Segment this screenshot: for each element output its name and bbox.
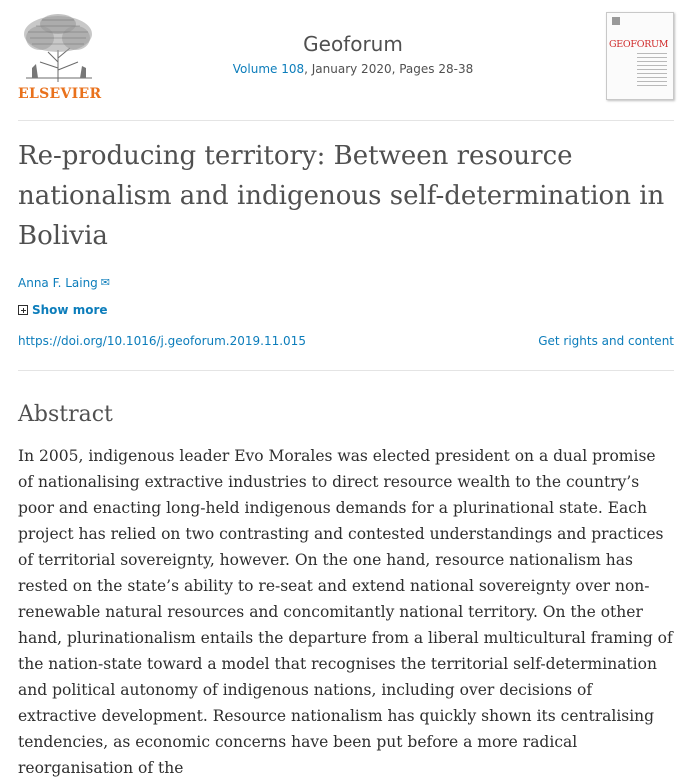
rights-link[interactable]: Get rights and content (538, 334, 674, 348)
article-title: Re-producing territory: Between resource nationalism and indigenous self-determination in Bolivia (18, 141, 665, 251)
issue-line (168, 62, 538, 76)
article-header (18, 12, 674, 104)
cover-title: GEOFORUM (609, 39, 669, 50)
abstract-heading: Abstract (18, 402, 113, 427)
plus-box-icon (18, 305, 28, 315)
cover-logo-icon (612, 17, 620, 25)
abstract-text: In 2005, indigenous leader Evo Morales was elected president on a dual promise of nationalising extractive industries to direct resource wealth to the country’s poor and enacting long-held indigenous demands for a plurinational state. Each project has relied on two contrasting and contested understandings and practices of territorial sovereignty, however. On the one hand, resource nationalism has rested on the state’s ability to re-seat and extend national sovereignty over non-renewable natural resources and concomitantly national territory. On the other hand, plurinationalism entails the departure from a liberal multicultural framing of the nation-state toward a model that recognises the territorial self-determination and political autonomy of indigenous nations, including over decisions of extractive development. Resource nationalism has quickly shown its centralising tendencies, as economic concerns have been put before a more radical reorganisation of the (18, 447, 673, 777)
journal-info (168, 32, 538, 76)
section-divider (18, 370, 674, 371)
cover-contents-lines (637, 53, 667, 89)
journal-title-link[interactable]: Geoforum (303, 32, 403, 56)
journal-cover-thumbnail[interactable] (606, 12, 674, 100)
header-divider (18, 120, 674, 121)
show-more-button[interactable] (18, 303, 108, 317)
show-more-label: Show more (32, 303, 108, 317)
elsevier-tree-icon (18, 12, 100, 84)
issue-details: , January 2020, Pages 28-38 (304, 62, 474, 76)
author-name[interactable]: Anna F. Laing (18, 276, 98, 290)
elsevier-logo[interactable] (18, 12, 100, 100)
author-link[interactable] (18, 276, 110, 290)
publisher-name: ELSEVIER (18, 86, 102, 102)
envelope-icon[interactable]: ✉ (100, 276, 111, 289)
volume-link[interactable]: Volume 108 (232, 62, 305, 76)
doi-link[interactable]: https://doi.org/10.1016/j.geoforum.2019.11.015 (18, 334, 306, 348)
